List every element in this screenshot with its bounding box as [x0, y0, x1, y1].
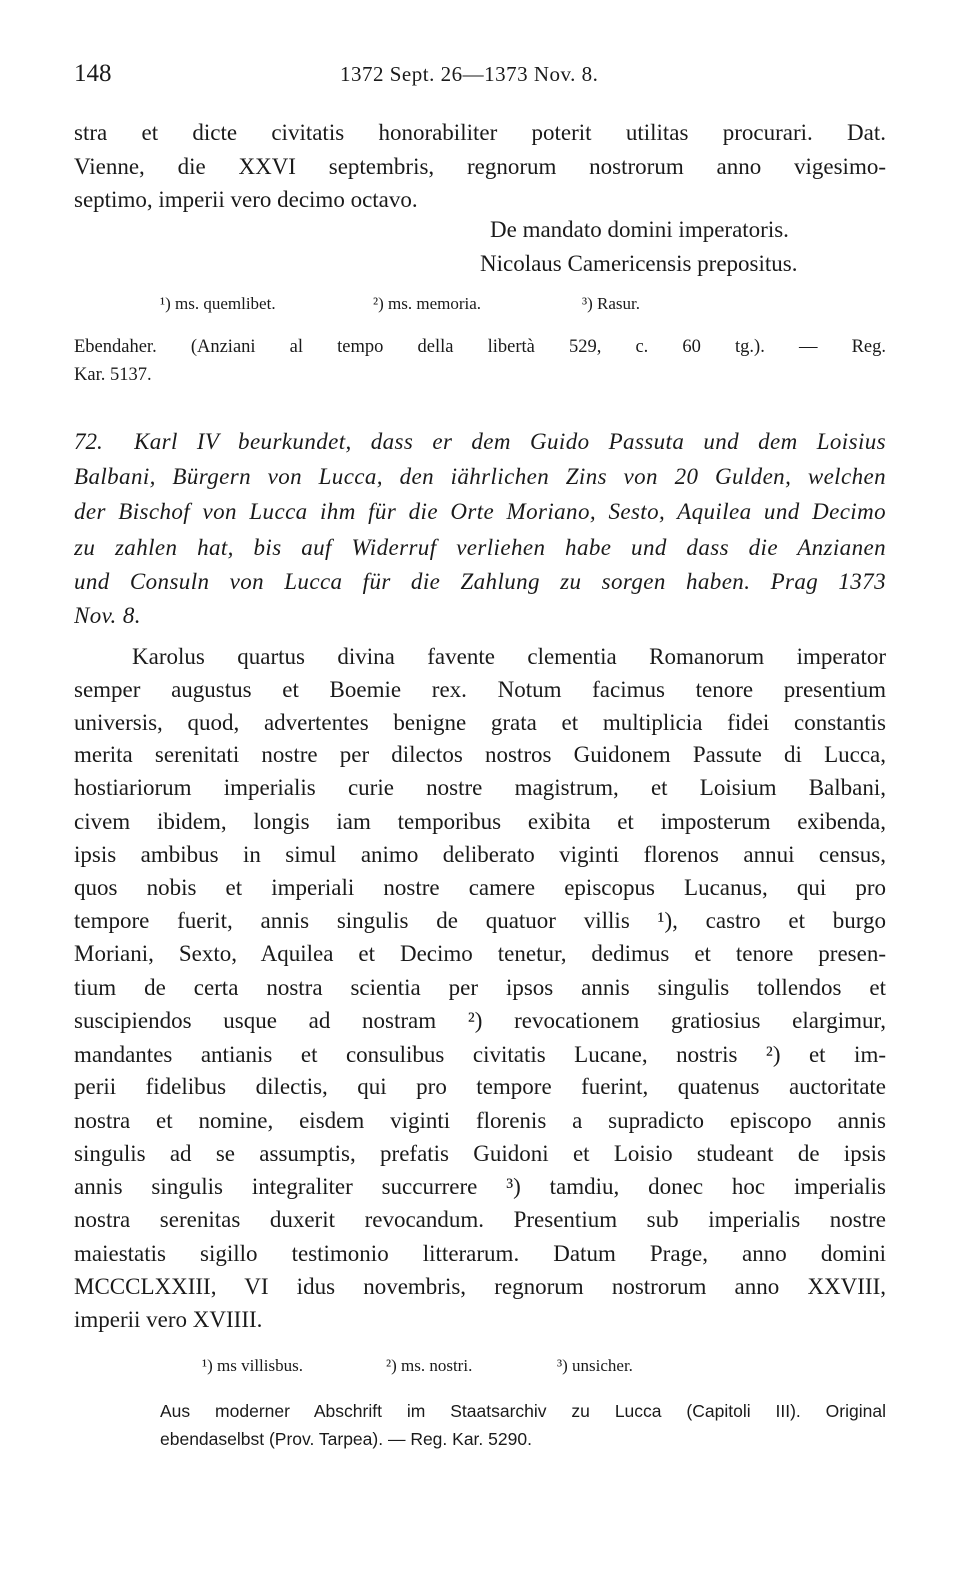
text-line: ipsis ambibus in simul animo deliberato viginti florenos annui census, [74, 842, 886, 867]
text-line: merita serenitati nostre per dilectos nostros Guidonem Passute di Lucca, [74, 742, 886, 767]
text-line: universis, quod, advertentes benigne grata et multiplicia fidei constantis [74, 710, 886, 735]
page-header [74, 60, 886, 92]
text-line: suscipiendos usque ad nostram ²) revocationem gratiosius elargimur, [74, 1008, 886, 1033]
text-line: annis singulis integraliter succurrere ³) tamdiu, donec hoc imperialis [74, 1174, 886, 1199]
footnote: ³) unsicher. [557, 1356, 633, 1375]
regest-line: Nov. 8. [74, 603, 141, 628]
text-line: Karolus quartus divina favente clementia Romanorum imperator [132, 644, 886, 669]
footnote: ³) Rasur. [582, 294, 640, 313]
footnote: ¹) ms. quemlibet. [160, 294, 276, 313]
text-line: nostra serenitas duxerit revocandum. Presentium sub imperialis nostre [74, 1207, 886, 1232]
signature-notary: Nicolaus Camericensis prepositus. [480, 251, 798, 276]
text-line: quos nobis et imperiali nostre camere episcopus Lucanus, qui pro [74, 875, 886, 900]
running-head: 1372 Sept. 26—1373 Nov. 8. [340, 62, 599, 86]
prev-text-line: stra et dicte civitatis honorabiliter poterit utilitas procurari. Dat. [74, 120, 886, 145]
regest-line: der Bischof von Lucca ihm für die Orte Moriano, Sesto, Aquilea und Decimo [74, 499, 886, 524]
prev-text-line: Vienne, die XXVI septembris, regnorum nostrorum anno vigesimo- [74, 154, 886, 179]
footnote: ²) ms. nostri. [386, 1356, 473, 1375]
text-line: MCCCLXXIII, VI idus novembris, regnorum nostrorum anno XXVIII, [74, 1274, 886, 1299]
text-line: Moriani, Sexto, Aquilea et Decimo tenetur, dedimus et tenore presen- [74, 941, 886, 966]
prev-text-line: septimo, imperii vero decimo octavo. [74, 187, 418, 212]
signature-mandate: De mandato domini imperatoris. [490, 217, 789, 242]
page-number: 148 [74, 60, 112, 87]
text-line: tium de certa nostra scientia per ipsos annis singulis tollendos et [74, 975, 886, 1000]
source-note-line: Ebendaher. (Anziani al tempo della libertà 529, c. 60 tg.). — Reg. [74, 337, 886, 357]
source-note-line: ebendaselbst (Prov. Tarpea). — Reg. Kar. 5290. [160, 1429, 532, 1449]
regest-line: Balbani, Bürgern von Lucca, den iährlichen Zins von 20 Gulden, welchen [74, 464, 886, 489]
text-line: hostiariorum imperialis curie nostre magistrum, et Loisium Balbani, [74, 775, 886, 800]
footnote: ²) ms. memoria. [373, 294, 482, 313]
text-line: imperii vero XVIIII. [74, 1307, 263, 1332]
text-line: maiestatis sigillo testimonio litterarum. Datum Prage, anno domini [74, 1241, 886, 1266]
regest-line: und Consuln von Lucca für die Zahlung zu sorgen haben. Prag 1373 [74, 569, 886, 594]
text-line: nostra et nomine, eisdem viginti florenis a supradicto episcopo annis [74, 1108, 886, 1133]
document-number: 72. [74, 429, 103, 454]
text-line: mandantes antianis et consulibus civitatis Lucane, nostris ²) et im- [74, 1042, 886, 1067]
text-line: semper augustus et Boemie rex. Notum facimus tenore presentium [74, 677, 886, 702]
regest-line: zu zahlen hat, bis auf Widerruf verliehen habe und dass die Anzianen [74, 535, 886, 560]
regest-line: Karl IV beurkundet, dass er dem Guido Passuta und dem Loisius [134, 429, 886, 454]
text-line: singulis ad se assumptis, prefatis Guidoni et Loisio studeant de ipsis [74, 1141, 886, 1166]
footnote: ¹) ms villisbus. [202, 1356, 303, 1375]
source-note-line: Aus moderner Abschrift im Staatsarchiv zu Lucca (Capitoli III). Original [160, 1401, 886, 1421]
source-note-line: Kar. 5137. [74, 365, 152, 385]
text-line: tempore fuerit, annis singulis de quatuor villis ¹), castro et burgo [74, 908, 886, 933]
text-line: perii fidelibus dilectis, qui pro tempore fuerint, quatenus auctoritate [74, 1074, 886, 1099]
text-line: civem ibidem, longis iam temporibus exibita et imposterum exibenda, [74, 809, 886, 834]
